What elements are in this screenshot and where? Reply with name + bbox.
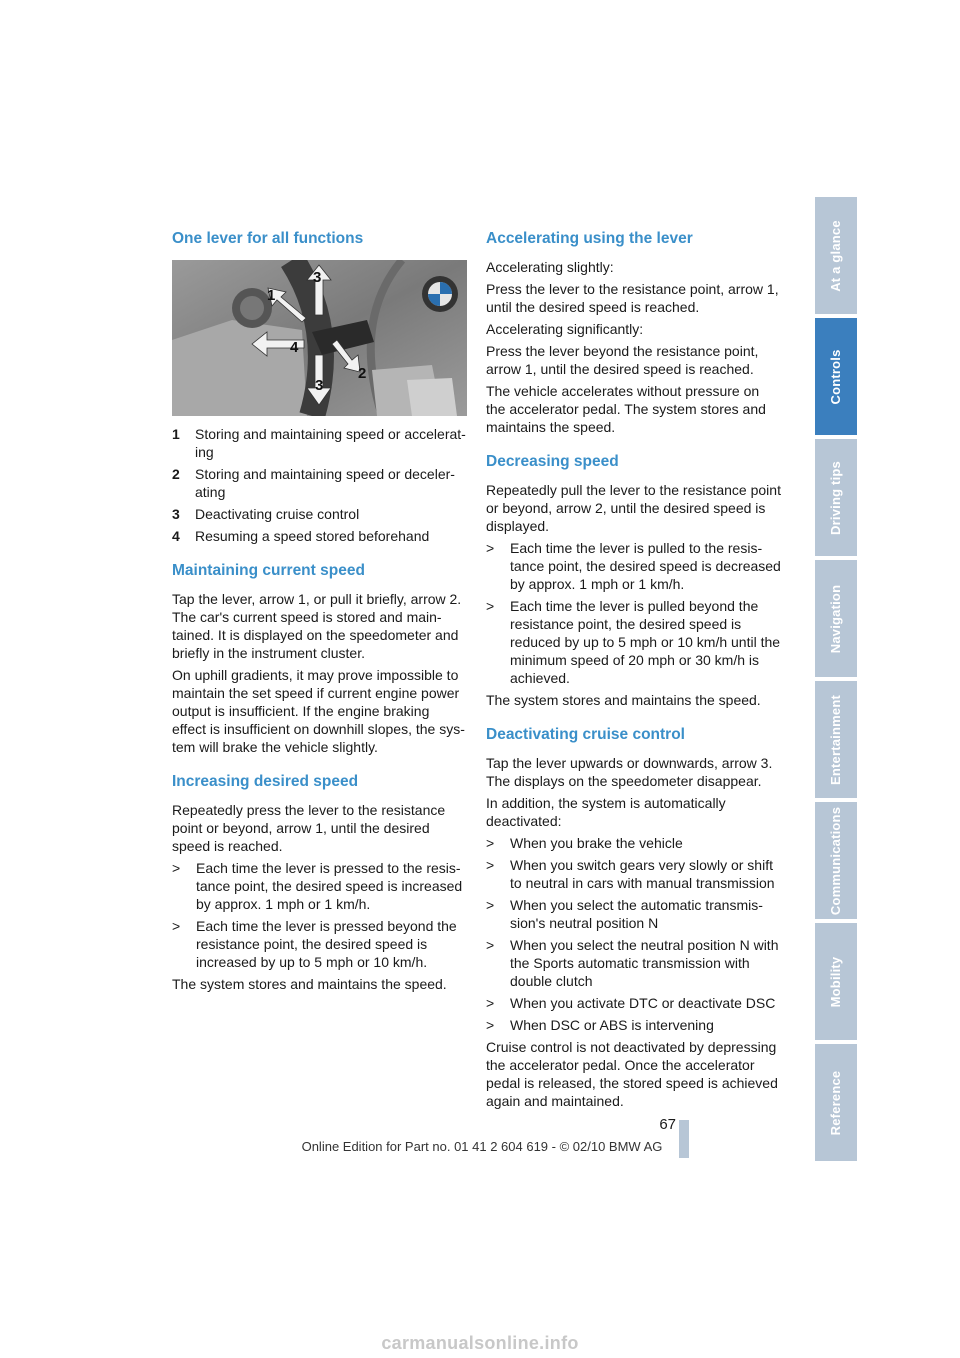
- paragraph: Press the lever to the resistance point, arrow 1, until the desired speed is reached.: [486, 281, 779, 315]
- tab-entertainment[interactable]: Entertainment: [815, 681, 857, 798]
- section-heading: Accelerating using the lever: [486, 230, 693, 247]
- bullet-item: > Each time the lever is pulled beyond the resistance point, the desired speed is reduced by up to 5 mph or 10 km/h until the minimum speed of 20 mph or 30 km/h is achieved.: [486, 598, 781, 686]
- paragraph: Repeatedly pull the lever to the resistance point or beyond, arrow 2, until the desired speed is displayed.: [486, 482, 781, 534]
- section-heading: Decreasing speed: [486, 453, 619, 470]
- paragraph: Tap the lever, arrow 1, or pull it briefly, arrow 2. The car's current speed is stored and main-tained. It is displayed on the speedometer and briefly in the instrument cluster.: [172, 591, 462, 661]
- numbered-legend: [172, 425, 467, 545]
- section-heading: Deactivating cruise control: [486, 726, 685, 743]
- tab-mobility[interactable]: Mobility: [815, 923, 857, 1040]
- paragraph: Tap the lever upwards or downwards, arrow 3. The displays on the speedometer disappear.: [486, 755, 773, 789]
- paragraph: The vehicle accelerates without pressure on the accelerator pedal. The system stores and maintains the speed.: [486, 383, 766, 435]
- footer: [0, 1138, 960, 1156]
- paragraph: In addition, the system is automatically deactivated:: [486, 795, 726, 829]
- figure-label: 3: [315, 377, 324, 394]
- figure-label: 3: [313, 269, 322, 286]
- figure-label: 4: [290, 339, 299, 356]
- figure-label: 1: [267, 287, 276, 304]
- bullet-item: > When you brake the vehicle: [486, 835, 683, 851]
- page-number: 67: [659, 1116, 676, 1133]
- footer-text: Online Edition for Part no. 01 41 2 604 619 - © 02/10 BMW AG: [301, 1139, 663, 1154]
- paragraph: On uphill gradients, it may prove impossible to maintain the set speed if current engine power output is insufficient. If the engine braking effect is insufficient on downhill slopes, the sys-tem will brake the vehicle slightly.: [172, 667, 465, 755]
- tab-at-a-glance[interactable]: At a glance: [815, 197, 857, 314]
- paragraph: The system stores and maintains the speed.: [486, 692, 761, 708]
- right-column: [486, 229, 781, 1114]
- bullet-item: > When you select the automatic transmis-sion's neutral position N: [486, 897, 763, 931]
- bullet-item: > Each time the lever is pressed beyond the resistance point, the desired speed is increased by up to 5 mph or 10 km/h.: [172, 918, 457, 970]
- bullet-item: > Each time the lever is pressed to the resis-tance point, the desired speed is increased by approx. 1 mph or 1 km/h.: [172, 860, 463, 912]
- tab-reference[interactable]: Reference: [815, 1044, 857, 1161]
- tab-navigation[interactable]: Navigation: [815, 560, 857, 677]
- section-heading: Maintaining current speed: [172, 562, 365, 579]
- left-column: [172, 229, 467, 997]
- legend-item: 1 Storing and maintaining speed or accelerat-ing: [172, 426, 466, 460]
- chapter-tabs: [815, 197, 857, 1165]
- paragraph: Accelerating significantly:: [486, 321, 644, 337]
- bullet-item: > Each time the lever is pulled to the resis-tance point, the desired speed is decreased by approx. 1 mph or 1 km/h.: [486, 540, 781, 592]
- paragraph: Cruise control is not deactivated by depressing the accelerator pedal. Once the accelerator pedal is released, the stored speed is achieved again and maintained.: [486, 1039, 778, 1109]
- bullet-item: > When you select the neutral position N with the Sports automatic transmission with double clutch: [486, 937, 779, 989]
- tab-communications[interactable]: Communications: [815, 802, 857, 919]
- figure-label: 2: [358, 365, 367, 382]
- legend-item: 3 Deactivating cruise control: [172, 506, 360, 522]
- section-heading: Increasing desired speed: [172, 773, 359, 790]
- paragraph: Accelerating slightly:: [486, 259, 614, 275]
- paragraph: The system stores and maintains the speed.: [172, 976, 447, 992]
- legend-item: 2 Storing and maintaining speed or deceler-ating: [172, 466, 455, 500]
- tab-controls[interactable]: Controls: [815, 318, 857, 435]
- bullet-item: > When DSC or ABS is intervening: [486, 1017, 714, 1033]
- paragraph: Press the lever beyond the resistance point, arrow 1, until the desired speed is reached.: [486, 343, 759, 377]
- lever-illustration: [172, 260, 467, 416]
- legend-item: 4 Resuming a speed stored beforehand: [172, 528, 430, 544]
- tab-driving-tips[interactable]: Driving tips: [815, 439, 857, 556]
- section-heading: One lever for all functions: [172, 230, 364, 247]
- bullet-item: > When you activate DTC or deactivate DSC: [486, 995, 776, 1011]
- paragraph: Repeatedly press the lever to the resistance point or beyond, arrow 1, until the desired speed is reached.: [172, 802, 446, 854]
- bullet-item: > When you switch gears very slowly or shift to neutral in cars with manual transmission: [486, 857, 775, 891]
- cruise-control-lever-figure: [172, 260, 467, 416]
- watermark: carmanualsonline.info: [381, 1333, 579, 1353]
